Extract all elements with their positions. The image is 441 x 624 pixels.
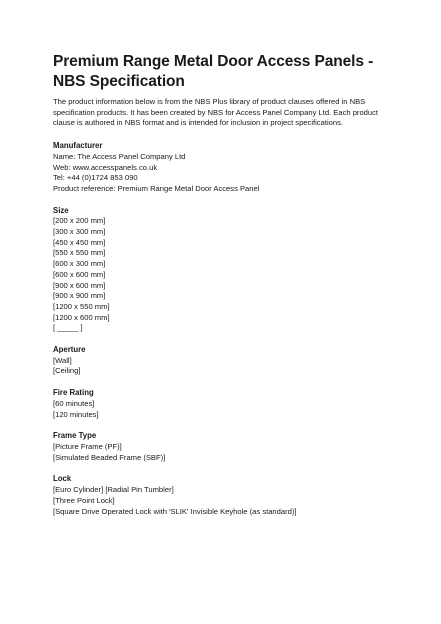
size-option: [1200 x 600 mm] [53, 312, 110, 322]
lock-option: [Three Point Lock] [53, 495, 115, 505]
manufacturer-product-reference: Product reference: Premium Range Metal Door Access Panel [53, 183, 260, 193]
size-option: [300 x 300 mm] [53, 227, 106, 237]
frame-type-section [53, 431, 398, 463]
manufacturer-tel: Tel: +44 (0)1724 853 090 [53, 173, 138, 183]
manufacturer-name: Name: The Access Panel Company Ltd [53, 151, 186, 161]
size-option: [450 x 450 mm] [53, 237, 106, 247]
fire-rating-option: [60 minutes] [53, 398, 95, 408]
lock-option: [Square Drive Operated Lock with 'SLIK' Invisible Keyhole (as standard)] [53, 506, 297, 516]
section-heading-size: Size [53, 205, 69, 215]
fire-rating-option: [120 minutes] [53, 409, 99, 419]
frame-type-option: [Simulated Beaded Frame (SBF)] [53, 452, 166, 462]
size-option: [550 x 550 mm] [53, 248, 106, 258]
section-heading-frame-type: Frame Type [53, 431, 97, 441]
lock-option: [Euro Cylinder] [Radial Pin Tumbler] [53, 485, 174, 495]
size-option: [600 x 600 mm] [53, 269, 106, 279]
section-heading-fire-rating: Fire Rating [53, 388, 94, 398]
frame-type-option: [Picture Frame (PF)] [53, 441, 122, 451]
aperture-option: [Wall] [53, 355, 72, 365]
size-option: [900 x 600 mm] [53, 280, 106, 290]
lock-section [53, 474, 398, 517]
size-option-blank: [ _____ ] [53, 323, 83, 333]
size-option: [900 x 900 mm] [53, 291, 106, 301]
section-heading-lock: Lock [53, 474, 72, 484]
aperture-section [53, 345, 398, 377]
size-option: [600 x 300 mm] [53, 259, 106, 269]
page-title: Premium Range Metal Door Access Panels - NBS Specification [53, 53, 374, 90]
intro-paragraph: The product information below is from the NBS Plus library of product clauses offered in NBS specification products. It has been created by NBS for Access Panel Company Ltd. Each product clause is authored in NBS format and is intended for inclusion in project specifications. [53, 97, 379, 128]
fire-rating-section [53, 388, 398, 420]
section-heading-manufacturer: Manufacturer [53, 141, 103, 151]
spec-document [53, 52, 398, 528]
size-option: [1200 x 550 mm] [53, 301, 110, 311]
section-heading-aperture: Aperture [53, 345, 86, 355]
manufacturer-section [53, 141, 398, 195]
size-section [53, 206, 398, 334]
manufacturer-web: Web: www.accesspanels.co.uk [53, 162, 158, 172]
aperture-option: [Ceiling] [53, 366, 81, 376]
size-option: [200 x 200 mm] [53, 216, 106, 226]
